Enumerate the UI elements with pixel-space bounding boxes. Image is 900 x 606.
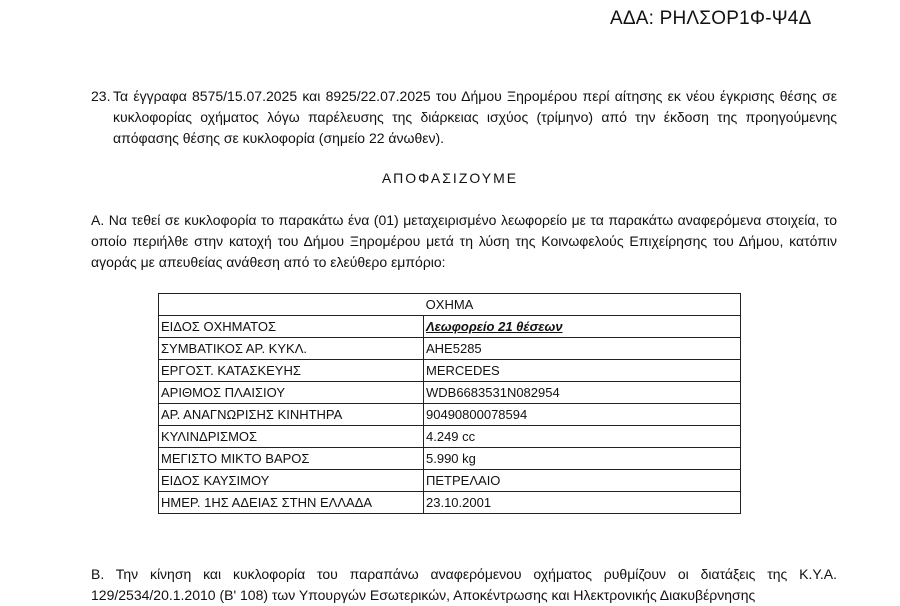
row-value: Λεωφορείο 21 θέσεων (424, 316, 741, 338)
row-label: ΜΕΓΙΣΤΟ ΜΙΚΤΟ ΒΑΡΟΣ (159, 448, 424, 470)
table-row (159, 426, 741, 448)
table-row (159, 316, 741, 338)
row-value: ΠΕΤΡΕΛΑΙΟ (424, 470, 741, 492)
row-value: 90490800078594 (424, 404, 741, 426)
row-value: MERCEDES (424, 360, 741, 382)
row-label: ΕΡΓΟΣΤ. ΚΑΤΑΣΚΕΥΗΣ (159, 360, 424, 382)
item-number: 23. (91, 88, 111, 104)
item-text: Τα έγγραφα 8575/15.07.2025 και 8925/22.07.2025 του Δήμου Ξηρομέρου περί αίτησης εκ νέου έγκρισης θέσης σε κυκλοφορίας οχήματος λόγω παρέλευσης της διάρκειας ισχύος (τρίμηνο) από την έκδοση της προηγούμενης απόφασης θέσης σε κυκλοφορία (σημείο 22 άνωθεν). (113, 88, 837, 146)
table-row (159, 492, 741, 514)
ada-code: ΑΔΑ: ΡΗΛΣΟΡ1Φ-Ψ4Δ (610, 8, 812, 29)
row-value: 23.10.2001 (424, 492, 741, 514)
table-row (159, 448, 741, 470)
row-value: 4.249 cc (424, 426, 741, 448)
table-row (159, 360, 741, 382)
table-row (159, 404, 741, 426)
row-value: 5.990 kg (424, 448, 741, 470)
row-label: ΣΥΜΒΑΤΙΚΟΣ ΑΡ. ΚΥΚΛ. (159, 338, 424, 360)
row-value: WDB6683531N082954 (424, 382, 741, 404)
row-label: ΕΙΔΟΣ ΚΑΥΣΙΜΟΥ (159, 470, 424, 492)
vehicle-table-title: ΟΧΗΜΑ (159, 294, 741, 316)
table-row (159, 470, 741, 492)
row-label: ΕΙΔΟΣ ΟΧΗΜΑΤΟΣ (159, 316, 424, 338)
row-label: ΑΡ. ΑΝΑΓΝΩΡΙΣΗΣ ΚΙΝΗΤΗΡΑ (159, 404, 424, 426)
paragraph-b: Β. Την κίνηση και κυκλοφορία του παραπάνω αναφερόμενου οχήματος ρυθμίζουν οι διατάξεις της Κ.Υ.Α. 129/2534/20.1.2010 (Β' 108) των Υπουργών Εσωτερικών, Αποκέντρωσης και Ηλεκτρονικής Διακυβέρνησης (91, 566, 837, 603)
item-23 (91, 86, 837, 149)
paragraph-a: Α. Να τεθεί σε κυκλοφορία το παρακάτω ένα (01) μεταχειρισμένο λεωφορείο με τα παρακάτω αναφερόμενα στοιχεία, το οποίο περιήλθε στην κατοχή του Δήμου Ξηρομέρου μετά τη λύση της Κοινωφελούς Επιχείρησης του Δήμου, κατόπιν αγοράς με απευθείας ανάθεση από το ελεύθερο εμπόριο: (91, 212, 837, 270)
table-row (159, 382, 741, 404)
row-value: ΑΗΕ5285 (424, 338, 741, 360)
vehicle-table-header-row (159, 294, 741, 316)
vehicle-table (158, 293, 741, 514)
decision-heading: ΑΠΟΦΑΣΙΖΟΥΜΕ (381, 170, 519, 186)
row-label: ΑΡΙΘΜΟΣ ΠΛΑΙΣΙΟΥ (159, 382, 424, 404)
table-row (159, 338, 741, 360)
row-label: ΚΥΛΙΝΔΡΙΣΜΟΣ (159, 426, 424, 448)
row-label: ΗΜΕΡ. 1ΗΣ ΑΔΕΙΑΣ ΣΤΗΝ ΕΛΛΑΔΑ (159, 492, 424, 514)
